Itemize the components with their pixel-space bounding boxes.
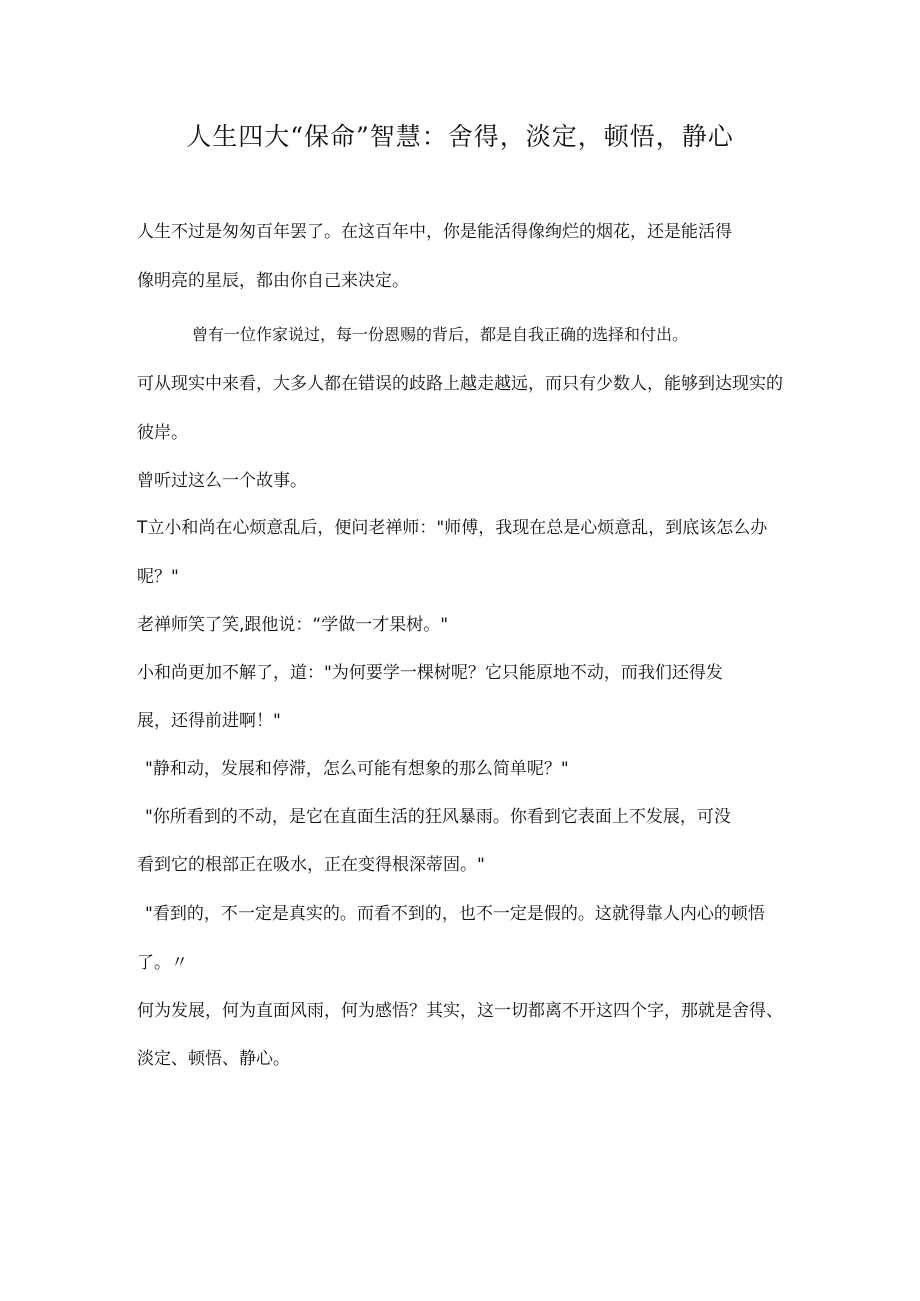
paragraph-line: 展，还得前进啊！" [137,711,281,731]
paragraph-line: 人生不过是匆匆百年罢了。在这百年中，你是能活得像绚烂的烟花，还是能活得 [137,222,732,242]
paragraph-line: 呢？" [137,567,179,587]
paragraph-line: 像明亮的星辰，都由你自己来决定。 [137,271,409,291]
paragraph-line: "静和动，发展和停滞，怎么可能有想象的那么简单呢？" [145,759,569,779]
paragraph-line: 何为发展，何为直面风雨，何为感悟？其实，这一切都离不开这四个字，那就是舍得、 [137,1001,783,1021]
paragraph-line: 彼岸。 [137,423,188,443]
paragraph-line: T立小和尚在心烦意乱后，便问老禅师："师傅，我现在总是心烦意乱，到底该怎么办 [137,518,768,538]
paragraph-line: 了。〃 [137,953,188,973]
paragraph-line: "看到的，不一定是真实的。而看不到的，也不一定是假的。这就得靠人内心的顿悟 [145,904,765,924]
paragraph-line: 小和尚更加不解了，道："为何要学一棵树呢？它只能原地不动，而我们还得发 [137,663,723,683]
paragraph-line: 老禅师笑了笑,跟他说：“学做一才果树。" [137,615,449,635]
paragraph-line: 曾听过这么一个故事。 [137,471,307,491]
paragraph-line: 看到它的根部正在吸水，正在变得根深蒂固。" [137,855,485,875]
paragraph-line: "你所看到的不动，是它在直面生活的狂风暴雨。你看到它表面上不发展，可没 [145,807,731,827]
document-title: 人生四大“保命”智慧：舍得，淡定，顿悟，静心 [186,122,734,151]
paragraph-line: 淡定、顿悟、静心。 [137,1049,290,1069]
paragraph-line: 曾有一位作家说过，每一份恩赐的背后，都是自我正确的选择和付出。 [192,325,689,344]
paragraph-line: 可从现实中来看，大多人都在错误的歧路上越走越远，而只有少数人，能够到达现实的 [137,374,783,394]
